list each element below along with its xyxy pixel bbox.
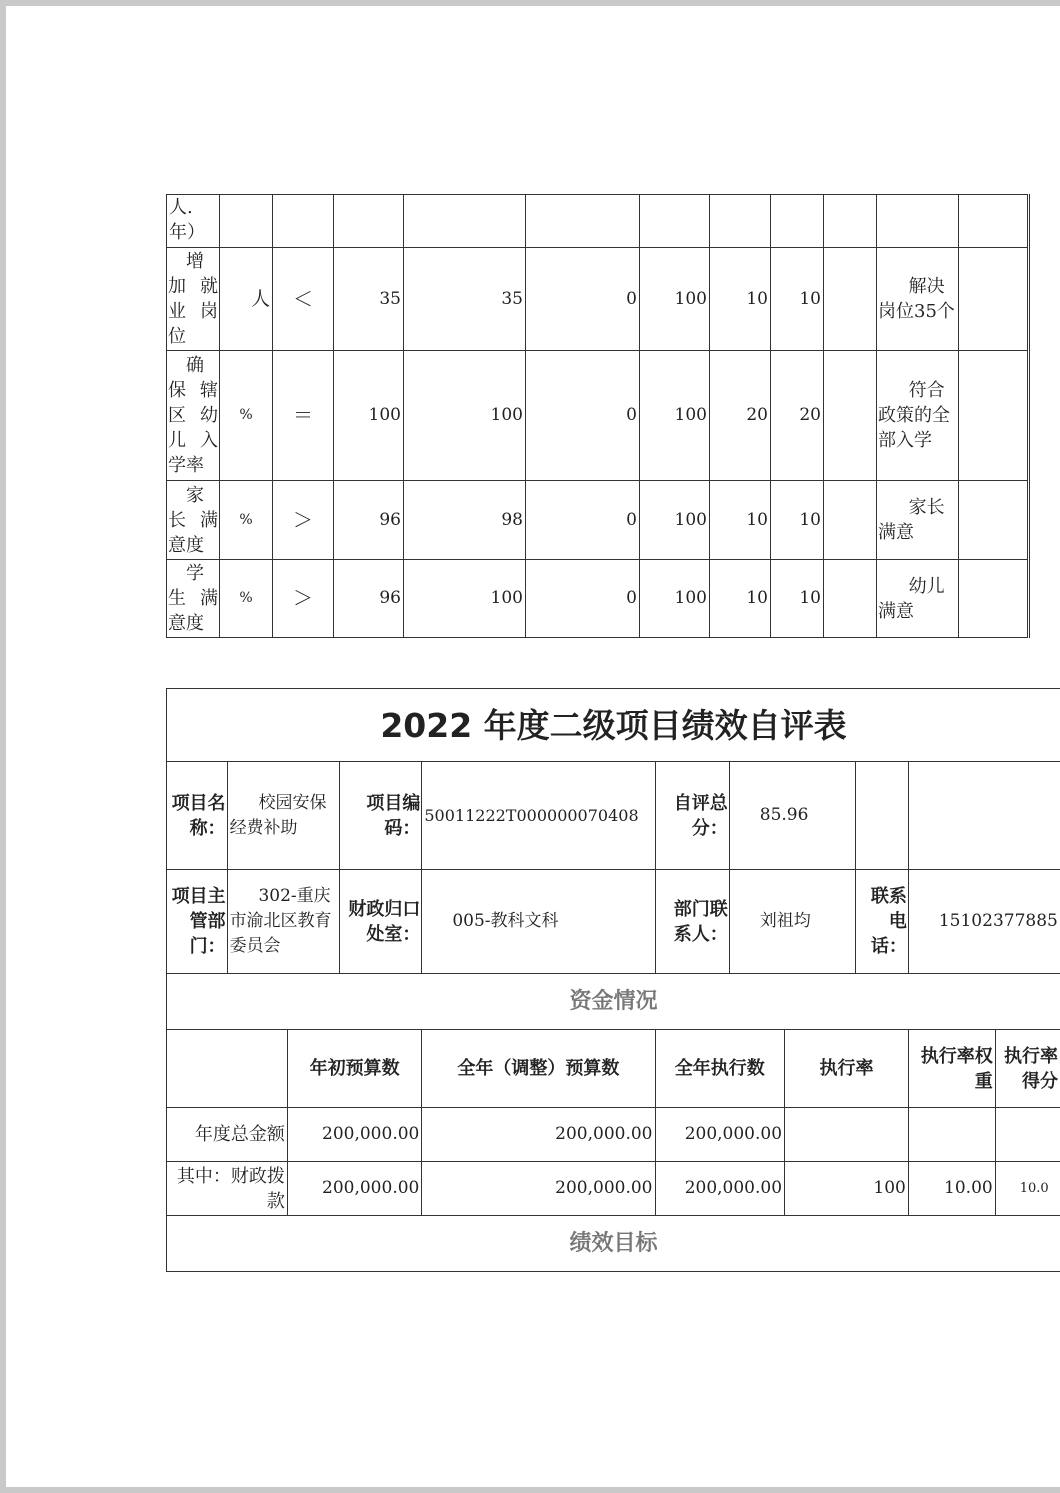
table-row bbox=[167, 248, 1029, 351]
col-rate-weight: 执行率权重 bbox=[908, 1030, 995, 1108]
indicator-score: 20 bbox=[771, 351, 824, 481]
phone-label: 联系电话： bbox=[856, 870, 909, 974]
self-score: 85.96 bbox=[729, 762, 855, 870]
indicator-operator: ＜ bbox=[273, 248, 334, 351]
table-row bbox=[167, 560, 1029, 638]
indicator-note: 符合政策的全部入学 bbox=[877, 351, 959, 481]
dept-label: 项目主管部门： bbox=[167, 870, 228, 974]
indicator-note: 家长满意 bbox=[877, 481, 959, 560]
indicator-value: 0 bbox=[526, 560, 640, 638]
total-executed: 200,000.00 bbox=[655, 1108, 785, 1162]
col-rate-score: 执行率得分 bbox=[995, 1030, 1060, 1108]
indicator-weight: 10 bbox=[710, 481, 771, 560]
table-row bbox=[167, 481, 1029, 560]
indicator-actual: 35 bbox=[404, 248, 526, 351]
indicator-name: 人.年） bbox=[167, 195, 220, 248]
table-row bbox=[167, 974, 1060, 1030]
indicator-note: 解决岗位35个 bbox=[877, 248, 959, 351]
contact-label: 部门联系人： bbox=[655, 870, 729, 974]
indicator-weight: 10 bbox=[710, 248, 771, 351]
indicator-actual: 98 bbox=[404, 481, 526, 560]
fiscal-adjusted-budget: 200,000.00 bbox=[422, 1162, 655, 1216]
fiscal-rate-weight: 10.00 bbox=[908, 1162, 995, 1216]
self-score-label: 自评总分： bbox=[655, 762, 729, 870]
indicator-value: 100 bbox=[640, 560, 710, 638]
table-row bbox=[167, 351, 1029, 481]
indicator-actual: 100 bbox=[404, 560, 526, 638]
indicator-name: 确保辖区幼儿入学率 bbox=[167, 351, 220, 481]
table-row bbox=[167, 1162, 1060, 1216]
fiscal-executed: 200,000.00 bbox=[655, 1162, 785, 1216]
goals-section-title: 绩效目标 bbox=[167, 1216, 1060, 1272]
table-row bbox=[167, 1216, 1060, 1272]
table-row bbox=[167, 762, 1060, 870]
indicator-name: 学生满意度 bbox=[167, 560, 220, 638]
indicator-target: 96 bbox=[334, 560, 404, 638]
indicator-score: 10 bbox=[771, 560, 824, 638]
indicator-value: 100 bbox=[640, 481, 710, 560]
indicator-value: 100 bbox=[640, 248, 710, 351]
finance-office-label: 财政归口处室： bbox=[340, 870, 422, 974]
project-name: 校园安保经费补助 bbox=[227, 762, 340, 870]
row-total-label: 年度总金额 bbox=[167, 1108, 288, 1162]
table-row bbox=[167, 195, 1029, 248]
indicator-target: 100 bbox=[334, 351, 404, 481]
project-code-label: 项目编码： bbox=[340, 762, 422, 870]
indicator-unit: % bbox=[220, 560, 273, 638]
indicator-name: 增加就业岗位 bbox=[167, 248, 220, 351]
funding-section-title: 资金情况 bbox=[167, 974, 1060, 1030]
table-row bbox=[167, 1108, 1060, 1162]
phone-number: 15102377885 bbox=[908, 870, 1060, 974]
indicator-value: 0 bbox=[526, 351, 640, 481]
indicator-target: 35 bbox=[334, 248, 404, 351]
project-name-label: 项目名称： bbox=[167, 762, 228, 870]
row-fiscal-label: 其中：财政拨款 bbox=[167, 1162, 288, 1216]
contact-name: 刘祖均 bbox=[729, 870, 855, 974]
indicator-target: 96 bbox=[334, 481, 404, 560]
page-title: 2022 年度二级项目绩效自评表 bbox=[167, 689, 1060, 762]
funding-header-row bbox=[167, 1030, 1060, 1108]
col-initial-budget: 年初预算数 bbox=[287, 1030, 422, 1108]
indicator-operator: ＞ bbox=[273, 481, 334, 560]
indicator-operator: ＝ bbox=[273, 351, 334, 481]
indicator-value: 0 bbox=[526, 248, 640, 351]
indicator-weight: 10 bbox=[710, 560, 771, 638]
document-page bbox=[6, 6, 1060, 1487]
fiscal-rate-score: 10.0 bbox=[995, 1162, 1060, 1216]
col-exec-rate: 执行率 bbox=[785, 1030, 909, 1108]
indicator-value: 100 bbox=[640, 351, 710, 481]
table-row bbox=[167, 870, 1060, 974]
indicator-note: 幼儿满意 bbox=[877, 560, 959, 638]
fiscal-exec-rate: 100 bbox=[785, 1162, 909, 1216]
form-title-row bbox=[167, 689, 1060, 762]
project-code: 50011222T000000070408 bbox=[422, 762, 655, 870]
fiscal-initial-budget: 200,000.00 bbox=[287, 1162, 422, 1216]
indicator-actual: 100 bbox=[404, 351, 526, 481]
indicator-score: 10 bbox=[771, 248, 824, 351]
dept-name: 302-重庆市渝北区教育委员会 bbox=[227, 870, 340, 974]
indicator-unit: % bbox=[220, 481, 273, 560]
indicator-table bbox=[166, 194, 1030, 638]
indicator-unit: 人 bbox=[220, 248, 273, 351]
self-evaluation-form bbox=[166, 688, 1060, 1272]
indicator-value: 0 bbox=[526, 481, 640, 560]
col-executed: 全年执行数 bbox=[655, 1030, 785, 1108]
indicator-score: 10 bbox=[771, 481, 824, 560]
col-adjusted-budget: 全年（调整）预算数 bbox=[422, 1030, 655, 1108]
indicator-weight: 20 bbox=[710, 351, 771, 481]
indicator-operator: ＞ bbox=[273, 560, 334, 638]
finance-office: 005-教科文科 bbox=[422, 870, 655, 974]
total-initial-budget: 200,000.00 bbox=[287, 1108, 422, 1162]
indicator-unit: % bbox=[220, 351, 273, 481]
indicator-name: 家长满意度 bbox=[167, 481, 220, 560]
total-adjusted-budget: 200,000.00 bbox=[422, 1108, 655, 1162]
